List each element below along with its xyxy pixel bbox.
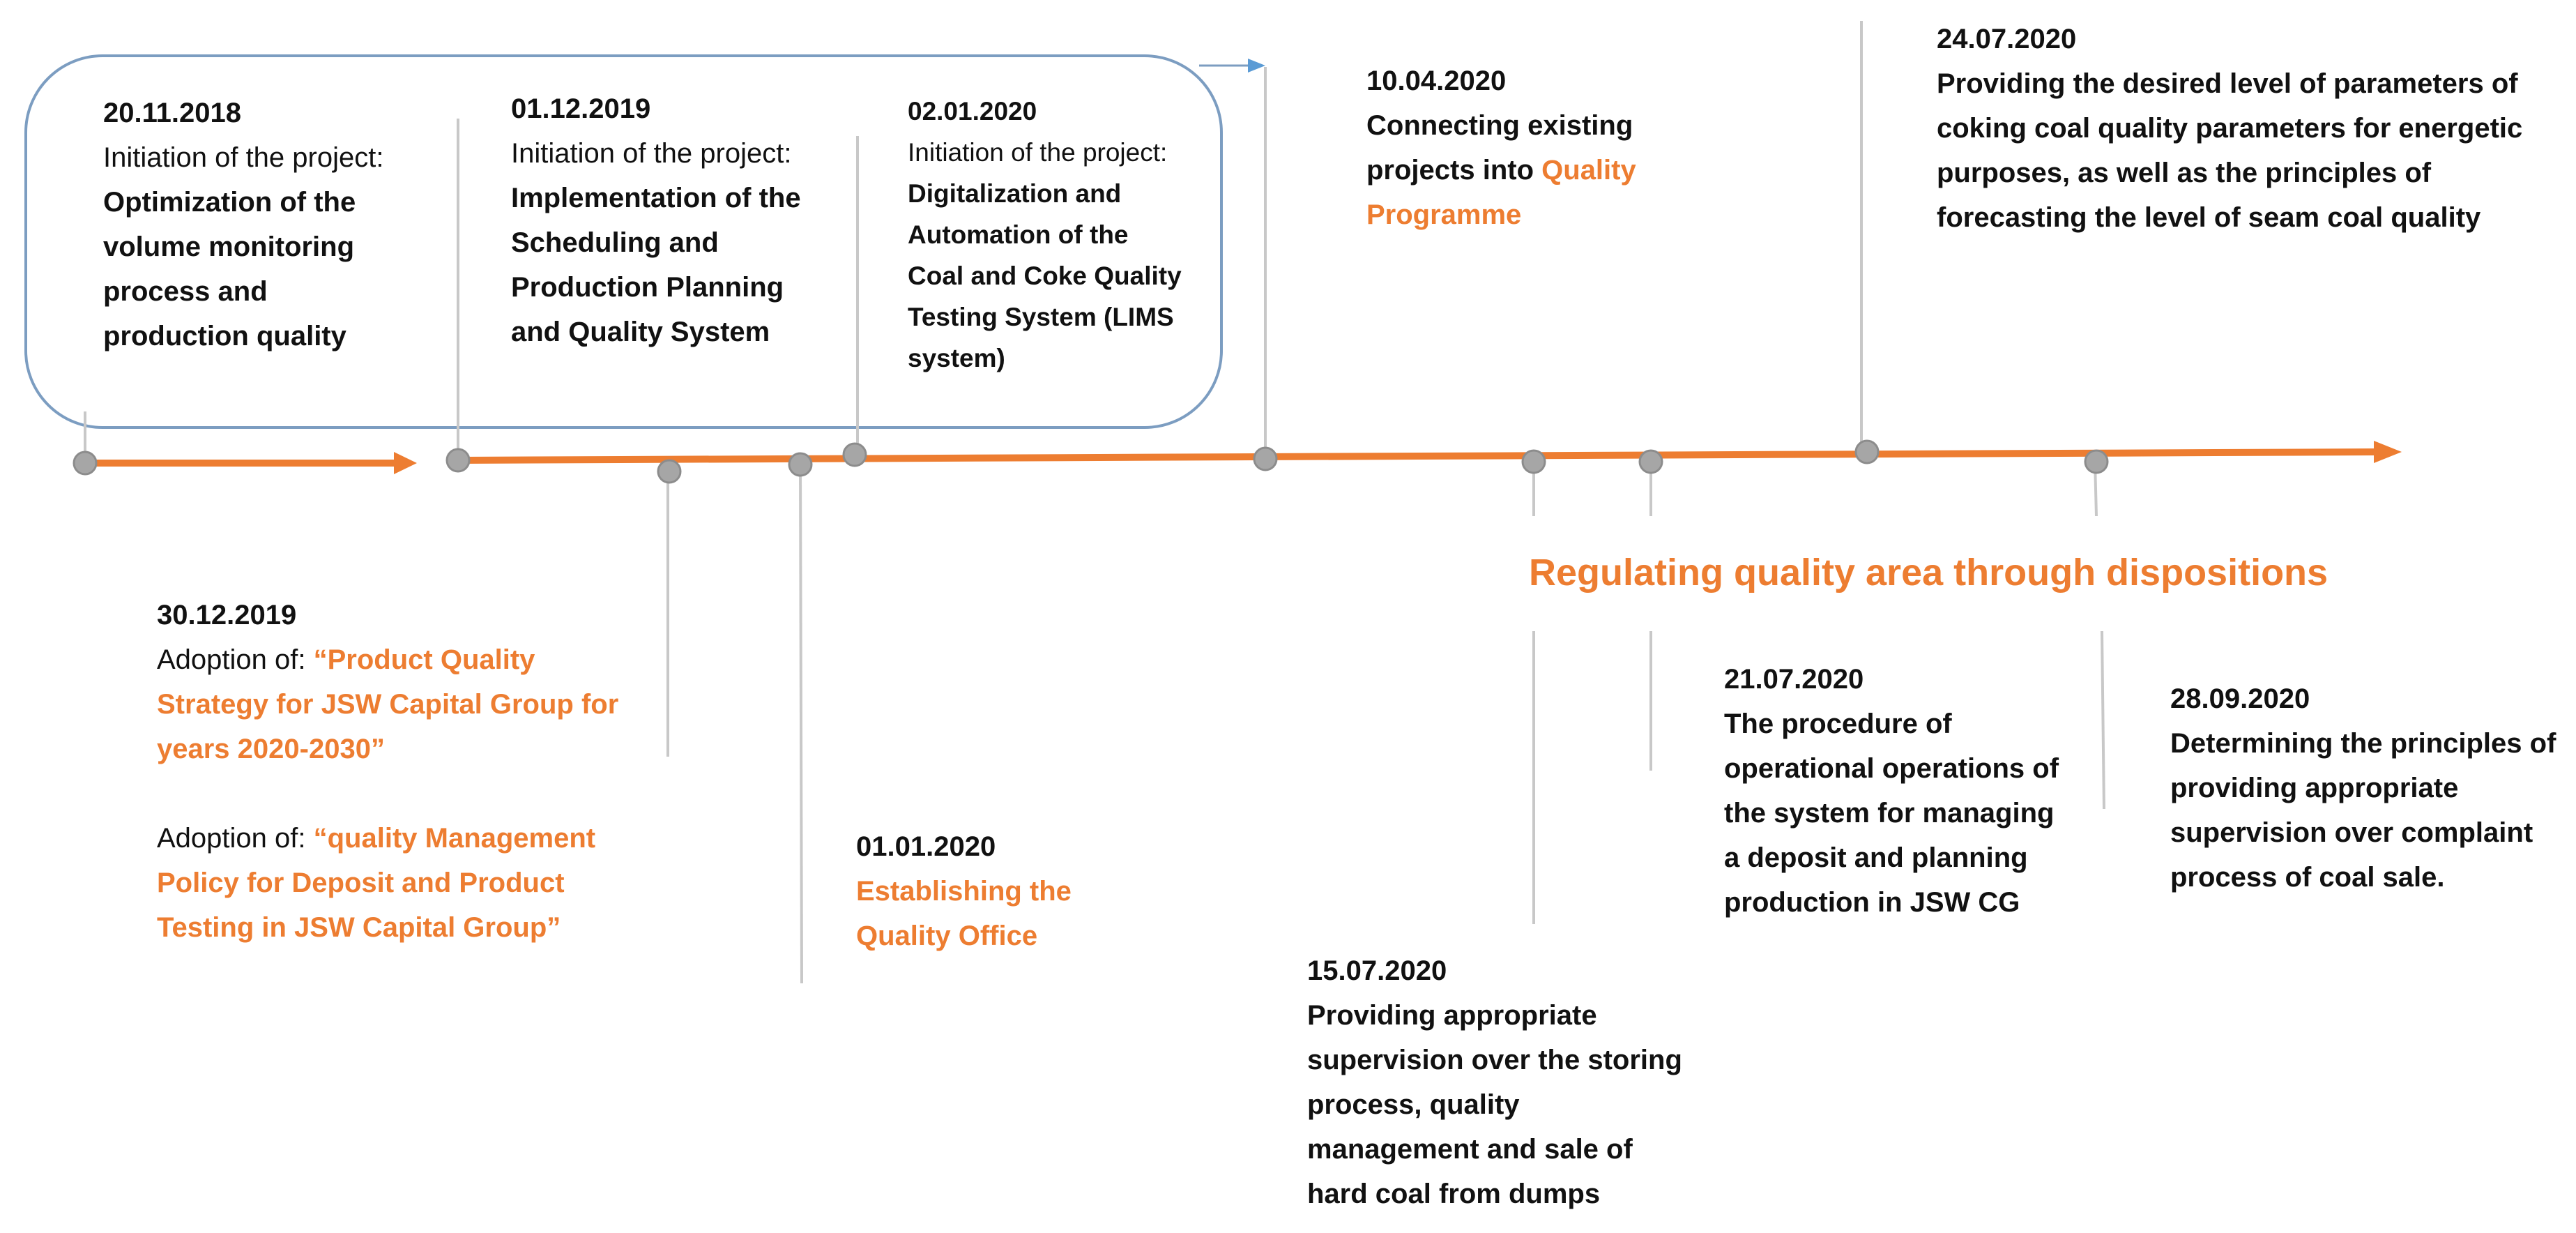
event-date: 10.04.2020 xyxy=(1366,66,1507,96)
event-date: 21.07.2020 xyxy=(1724,664,1864,695)
event-project: Implementation of the Scheduling and Production Planning and Quality System xyxy=(511,183,801,347)
event-document-1: “Product Quality Strategy for JSW Capital Group for years 2020-2030” xyxy=(157,644,619,764)
marker-e10 xyxy=(2085,451,2108,473)
event-e3 xyxy=(908,91,1187,379)
event-e1 xyxy=(103,91,396,358)
marker-e1 xyxy=(74,452,96,474)
event-highlight: Quality Programme xyxy=(1366,155,1636,230)
event-text: Providing appropriate supervision over the storing process, quality management and sale of hard coal from dumps xyxy=(1307,1000,1682,1209)
event-text: The procedure of operational operations of the system for managing a deposit and planning production in JSW CG xyxy=(1724,709,2059,918)
event-date: 01.12.2019 xyxy=(511,93,651,124)
event-text: Providing the desired level of parameters of coking coal quality parameters for energetic purposes, as well as the principles of forecasting the level of seam coal quality xyxy=(1937,68,2523,233)
dispositions-heading: Regulating quality area through dispositions xyxy=(1529,552,2329,593)
event-project: Optimization of the volume monitoring process and production quality xyxy=(103,187,356,351)
event-date: 30.12.2019 xyxy=(157,600,297,630)
event-prefix: Initiation of the project: xyxy=(908,138,1168,167)
event-e5 xyxy=(1937,17,2536,240)
connector-e7 xyxy=(800,464,802,983)
marker-e9 xyxy=(1640,451,1662,473)
event-document-2: “quality Management Policy for Deposit and Product Testing in JSW Capital Group” xyxy=(157,823,596,943)
event-date: 24.07.2020 xyxy=(1937,24,2077,54)
event-date: 20.11.2018 xyxy=(103,98,241,128)
marker-e4 xyxy=(1254,448,1276,470)
marker-e5 xyxy=(1856,441,1878,463)
event-prefix: Initiation of the project: xyxy=(103,142,384,173)
event-date: 28.09.2020 xyxy=(2170,683,2310,714)
frame-arrow-head xyxy=(1248,59,1265,73)
event-text: Determining the principles of providing appropriate supervision over complaint process of coal sale. xyxy=(2170,728,2556,893)
event-prefix: Adoption of: xyxy=(157,644,314,675)
event-date: 01.01.2020 xyxy=(856,831,996,862)
timeline-arrow-short-head xyxy=(394,452,417,474)
marker-e2 xyxy=(447,449,469,471)
event-e8 xyxy=(1307,948,1691,1216)
event-prefix: Initiation of the project: xyxy=(511,138,792,169)
connector-e10b xyxy=(2102,631,2104,809)
event-date: 15.07.2020 xyxy=(1307,955,1447,986)
event-e6 xyxy=(157,593,638,950)
event-highlight: Establishing the Quality Office xyxy=(856,876,1072,951)
event-e7 xyxy=(856,824,1135,958)
event-text: Connecting existing projects into xyxy=(1366,110,1633,186)
event-project: Digitalization and Automation of the Coal and Coke Quality Testing System (LIMS system) xyxy=(908,179,1182,372)
event-prefix: Adoption of: xyxy=(157,823,314,854)
timeline-arrow-main-head xyxy=(2374,441,2402,463)
event-e4 xyxy=(1366,59,1666,237)
event-e2 xyxy=(511,86,804,354)
event-e10 xyxy=(2170,676,2568,900)
event-e9 xyxy=(1724,657,2073,925)
event-date: 02.01.2020 xyxy=(908,97,1037,126)
marker-e3 xyxy=(844,444,866,466)
marker-e7 xyxy=(789,453,811,476)
marker-e8 xyxy=(1523,451,1545,473)
marker-e6 xyxy=(658,460,680,483)
